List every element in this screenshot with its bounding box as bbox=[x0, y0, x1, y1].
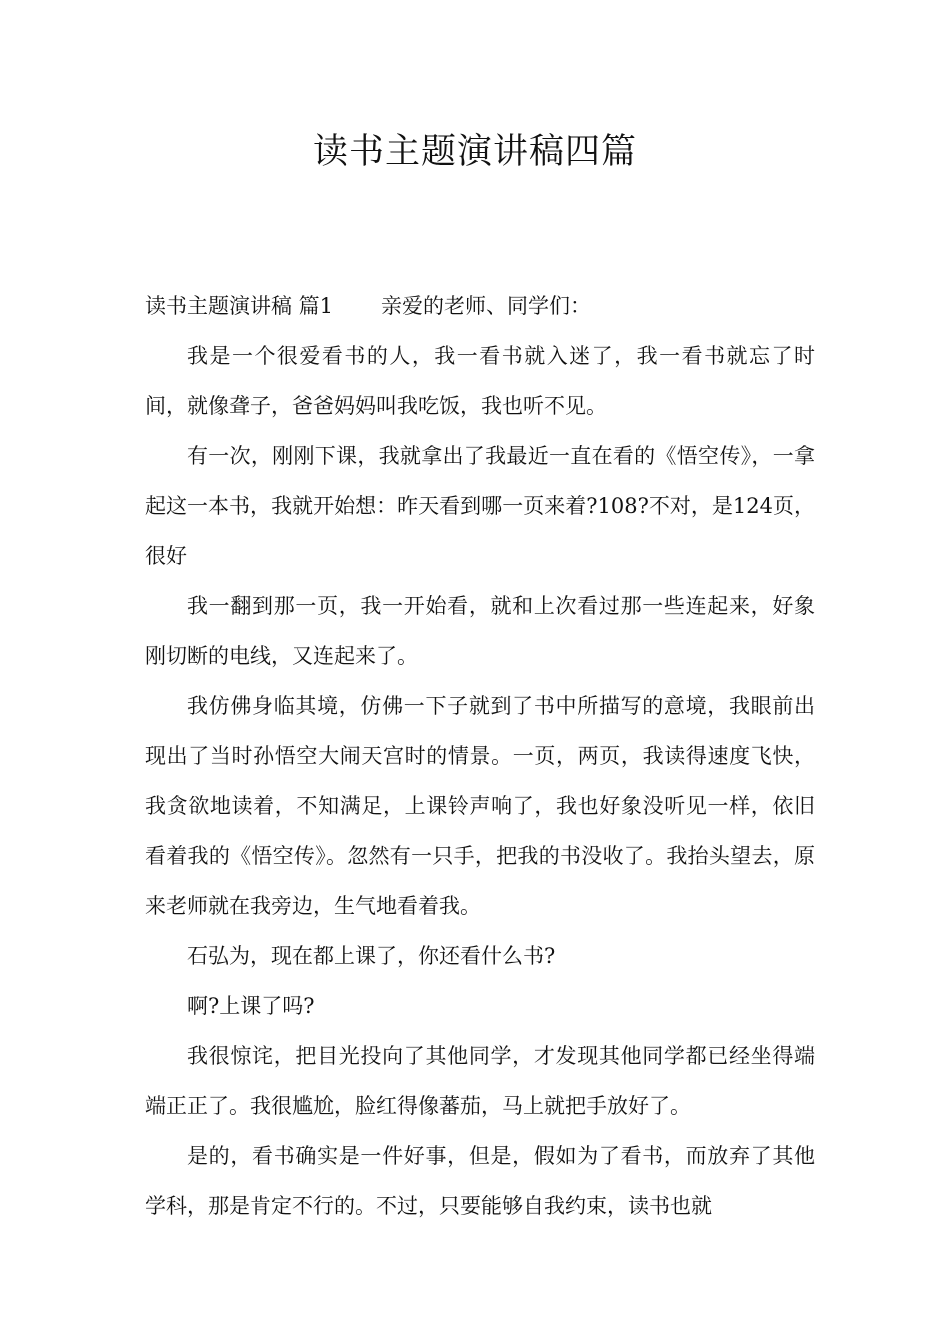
document-title: 读书主题演讲稿四篇 bbox=[312, 132, 637, 172]
paragraph-3: 我一翻到那一页，我一开始看，就和上次看过那一些连起来，好象刚切断的电线，又连起来了。 bbox=[145, 594, 815, 668]
intro-line bbox=[145, 281, 815, 331]
salutation: 亲爱的老师、同学们： bbox=[381, 294, 592, 318]
intro-heading: 读书主题演讲稿 篇1 bbox=[145, 294, 334, 318]
paragraph-6: 啊?上课了吗? bbox=[187, 994, 315, 1018]
paragraph-2: 有一次，刚刚下课，我就拿出了我最近一直在看的《悟空传》，一拿起这一本书，我就开始想：昨天看到哪一页来着?108?不对，是124页，很好 bbox=[145, 444, 815, 568]
paragraph-5: 石弘为，现在都上课了，你还看什么书? bbox=[187, 944, 556, 968]
paragraph-7: 我很惊诧，把目光投向了其他同学，才发现其他同学都已经坐得端端正正了。我很尴尬，脸红得像蕃茄，马上就把手放好了。 bbox=[145, 1044, 815, 1118]
paragraph-1: 我是一个很爱看书的人，我一看书就入迷了，我一看书就忘了时间，就像聋子，爸爸妈妈叫我吃饭，我也听不见。 bbox=[145, 344, 815, 418]
document-body bbox=[145, 281, 815, 1231]
paragraph-4: 我仿佛身临其境，仿佛一下子就到了书中所描写的意境，我眼前出现出了当时孙悟空大闹天宫时的情景。一页，两页，我读得速度飞快，我贪欲地读着，不知满足，上课铃声响了，我也好象没听见一样，依旧看着我的《悟空传》。忽然有一只手，把我的书没收了。我抬头望去，原来老师就在我旁边，生气地看着我。 bbox=[145, 694, 815, 918]
paragraph-8: 是的，看书确实是一件好事，但是，假如为了看书，而放弃了其他学科，那是肯定不行的。不过，只要能够自我约束，读书也就 bbox=[145, 1144, 815, 1218]
